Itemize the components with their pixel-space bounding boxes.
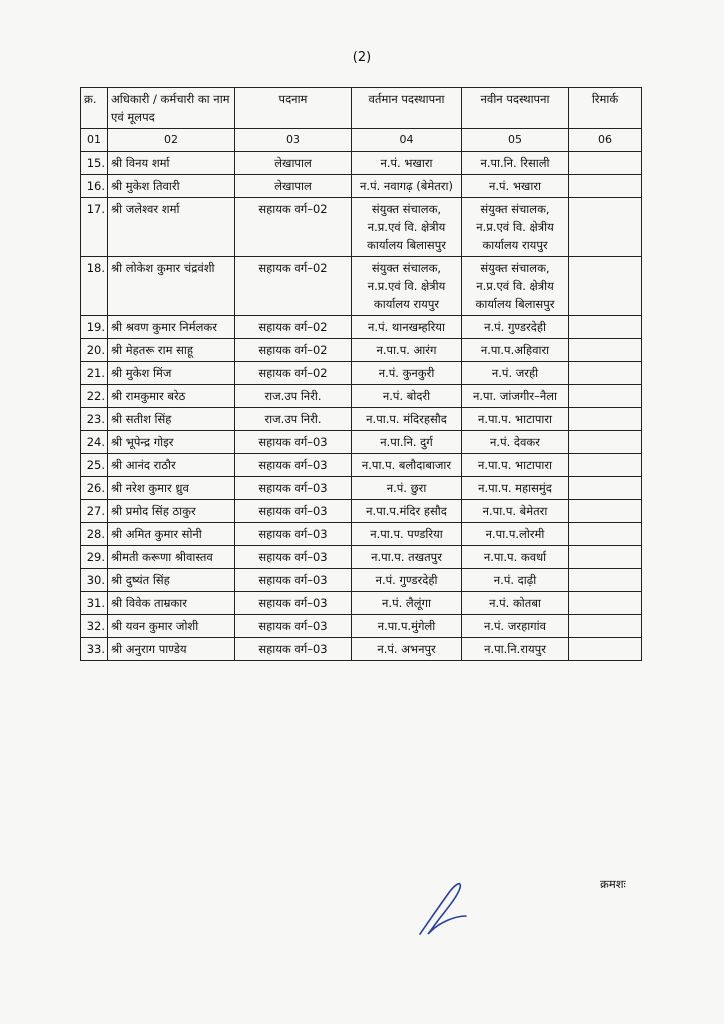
remark-cell xyxy=(569,454,642,477)
current-posting-cell: न.पा.प. बलौदाबाजार xyxy=(352,454,462,477)
table-row xyxy=(81,339,642,362)
column-number: 01 xyxy=(81,129,108,152)
new-posting-cell: न.पं. दाढ़ी xyxy=(462,569,569,592)
column-number: 02 xyxy=(108,129,235,152)
table-row xyxy=(81,638,642,661)
name-cell: श्री रामकुमार बरेठ xyxy=(108,385,235,408)
new-posting-cell: न.पं. गुण्डरदेही xyxy=(462,316,569,339)
serial-cell: 19. xyxy=(81,316,108,339)
column-number: 06 xyxy=(569,129,642,152)
new-posting-cell: न.पा.प. भाटापारा xyxy=(462,408,569,431)
current-posting-cell: न.पं. थानखम्हरिया xyxy=(352,316,462,339)
remark-cell xyxy=(569,362,642,385)
current-posting-cell: न.पा.प. आरंग xyxy=(352,339,462,362)
serial-cell: 20. xyxy=(81,339,108,362)
table-row xyxy=(81,362,642,385)
current-posting-cell: न.पा.प.मुंगेली xyxy=(352,615,462,638)
serial-cell: 33. xyxy=(81,638,108,661)
remark-cell xyxy=(569,198,642,257)
signature xyxy=(400,872,480,942)
designation-cell: लेखापाल xyxy=(235,152,352,175)
table-row xyxy=(81,385,642,408)
designation-cell: सहायक वर्ग–03 xyxy=(235,454,352,477)
current-posting-cell: न.पं. कुनकुरी xyxy=(352,362,462,385)
name-cell: श्री नरेश कुमार ध्रुव xyxy=(108,477,235,500)
name-cell: श्रीमती करूणा श्रीवास्तव xyxy=(108,546,235,569)
current-posting-cell: न.पं. अभनपुर xyxy=(352,638,462,661)
serial-cell: 31. xyxy=(81,592,108,615)
serial-cell: 18. xyxy=(81,257,108,316)
signature-stroke xyxy=(420,884,466,934)
column-number: 05 xyxy=(462,129,569,152)
serial-cell: 22. xyxy=(81,385,108,408)
column-number-row xyxy=(81,129,642,152)
designation-cell: सहायक वर्ग–02 xyxy=(235,198,352,257)
current-posting-cell: न.पा.प.मंदिर हसौद xyxy=(352,500,462,523)
current-posting-cell: न.पं. गुण्डरदेही xyxy=(352,569,462,592)
serial-cell: 21. xyxy=(81,362,108,385)
current-posting-cell: न.पं. बोदरी xyxy=(352,385,462,408)
remark-cell xyxy=(569,523,642,546)
designation-cell: सहायक वर्ग–03 xyxy=(235,477,352,500)
new-posting-cell: न.पं. जरही xyxy=(462,362,569,385)
current-posting-cell: न.पा.नि. दुर्ग xyxy=(352,431,462,454)
name-cell: श्री प्रमोद सिंह ठाकुर xyxy=(108,500,235,523)
current-posting-cell: संयुक्त संचालक, न.प्र.एवं वि. क्षेत्रीय कार्यालय बिलासपुर xyxy=(352,198,462,257)
serial-cell: 16. xyxy=(81,175,108,198)
new-posting-cell: न.पं. देवकर xyxy=(462,431,569,454)
table-row xyxy=(81,454,642,477)
new-posting-cell: न.पा.नि.रायपुर xyxy=(462,638,569,661)
new-posting-cell: न.पा.प. बेमेतरा xyxy=(462,500,569,523)
name-cell: श्री लोकेश कुमार चंद्रवंशी xyxy=(108,257,235,316)
new-posting-cell: न.पं. भखारा xyxy=(462,175,569,198)
new-posting-cell: न.पा.प.लोरमी xyxy=(462,523,569,546)
remark-cell xyxy=(569,339,642,362)
remark-cell xyxy=(569,316,642,339)
designation-cell: राज.उप निरी. xyxy=(235,385,352,408)
table-row xyxy=(81,569,642,592)
header-remark: रिमार्क xyxy=(569,88,642,129)
current-posting-cell: न.पा.प. तखतपुर xyxy=(352,546,462,569)
current-posting-cell: न.पं. छुरा xyxy=(352,477,462,500)
new-posting-cell: संयुक्त संचालक, न.प्र.एवं वि. क्षेत्रीय कार्यालय बिलासपुर xyxy=(462,257,569,316)
designation-cell: सहायक वर्ग–03 xyxy=(235,500,352,523)
name-cell: श्री विनय शर्मा xyxy=(108,152,235,175)
remark-cell xyxy=(569,500,642,523)
remark-cell xyxy=(569,175,642,198)
table-row xyxy=(81,592,642,615)
current-posting-cell: न.पा.प. मंदिरहसौद xyxy=(352,408,462,431)
remark-cell xyxy=(569,477,642,500)
current-posting-cell: न.पा.प. पण्डरिया xyxy=(352,523,462,546)
current-posting-cell: न.पं. भखारा xyxy=(352,152,462,175)
current-posting-cell: न.पं. नवागढ़ (बेमेतरा) xyxy=(352,175,462,198)
name-cell: श्री विवेक ताम्रकार xyxy=(108,592,235,615)
table-row xyxy=(81,523,642,546)
name-cell: श्री सतीश सिंह xyxy=(108,408,235,431)
table-row xyxy=(81,615,642,638)
name-cell: श्री मुकेश मिंज xyxy=(108,362,235,385)
serial-cell: 28. xyxy=(81,523,108,546)
serial-cell: 29. xyxy=(81,546,108,569)
remark-cell xyxy=(569,431,642,454)
name-cell: श्री भूपेन्द्र गोइर xyxy=(108,431,235,454)
serial-cell: 15. xyxy=(81,152,108,175)
serial-cell: 30. xyxy=(81,569,108,592)
designation-cell: सहायक वर्ग–03 xyxy=(235,546,352,569)
new-posting-cell: न.पा.नि. रिसाली xyxy=(462,152,569,175)
name-cell: श्री जलेश्वर शर्मा xyxy=(108,198,235,257)
remark-cell xyxy=(569,592,642,615)
designation-cell: सहायक वर्ग–03 xyxy=(235,569,352,592)
new-posting-cell: संयुक्त संचालक, न.प्र.एवं वि. क्षेत्रीय कार्यालय रायपुर xyxy=(462,198,569,257)
header-name: अधिकारी / कर्मचारी का नाम एवं मूलपद xyxy=(108,88,235,129)
new-posting-cell: न.पा.प. भाटापारा xyxy=(462,454,569,477)
column-number: 03 xyxy=(235,129,352,152)
name-cell: श्री आनंद राठौर xyxy=(108,454,235,477)
table-row xyxy=(81,477,642,500)
name-cell: श्री यवन कुमार जोशी xyxy=(108,615,235,638)
remark-cell xyxy=(569,408,642,431)
header-row xyxy=(81,88,642,129)
table-row xyxy=(81,257,642,316)
name-cell: श्री श्रवण कुमार निर्मलकर xyxy=(108,316,235,339)
new-posting-cell: न.पा.प. कवर्धा xyxy=(462,546,569,569)
name-cell: श्री मुकेश तिवारी xyxy=(108,175,235,198)
designation-cell: लेखापाल xyxy=(235,175,352,198)
name-cell: श्री अनुराग पाण्डेय xyxy=(108,638,235,661)
header-designation: पदनाम xyxy=(235,88,352,129)
remark-cell xyxy=(569,569,642,592)
table-row xyxy=(81,316,642,339)
header-current-posting: वर्तमान पदस्थापना xyxy=(352,88,462,129)
new-posting-cell: न.पं. जरहागांव xyxy=(462,615,569,638)
designation-cell: सहायक वर्ग–03 xyxy=(235,615,352,638)
table-row xyxy=(81,431,642,454)
table-row xyxy=(81,546,642,569)
new-posting-cell: न.पं. कोतबा xyxy=(462,592,569,615)
new-posting-cell: न.पा.प.अहिवारा xyxy=(462,339,569,362)
name-cell: श्री दुष्यंत सिंह xyxy=(108,569,235,592)
page-number: (2) xyxy=(352,50,372,65)
continued-label: क्रमशः xyxy=(600,877,626,891)
designation-cell: राज.उप निरी. xyxy=(235,408,352,431)
remark-cell xyxy=(569,385,642,408)
new-posting-cell: न.पा.प. महासमुंद xyxy=(462,477,569,500)
designation-cell: सहायक वर्ग–03 xyxy=(235,431,352,454)
designation-cell: सहायक वर्ग–03 xyxy=(235,638,352,661)
remark-cell xyxy=(569,638,642,661)
designation-cell: सहायक वर्ग–02 xyxy=(235,316,352,339)
designation-cell: सहायक वर्ग–02 xyxy=(235,362,352,385)
remark-cell xyxy=(569,546,642,569)
remark-cell xyxy=(569,615,642,638)
header-serial: क्र. xyxy=(81,88,108,129)
column-number: 04 xyxy=(352,129,462,152)
designation-cell: सहायक वर्ग–02 xyxy=(235,257,352,316)
remark-cell xyxy=(569,152,642,175)
table-body xyxy=(81,152,642,661)
name-cell: श्री अमित कुमार सोनी xyxy=(108,523,235,546)
table-row xyxy=(81,500,642,523)
serial-cell: 23. xyxy=(81,408,108,431)
serial-cell: 17. xyxy=(81,198,108,257)
designation-cell: सहायक वर्ग–03 xyxy=(235,592,352,615)
designation-cell: सहायक वर्ग–03 xyxy=(235,523,352,546)
serial-cell: 32. xyxy=(81,615,108,638)
table-row xyxy=(81,198,642,257)
remark-cell xyxy=(569,257,642,316)
serial-cell: 27. xyxy=(81,500,108,523)
table-row xyxy=(81,408,642,431)
current-posting-cell: संयुक्त संचालक, न.प्र.एवं वि. क्षेत्रीय कार्यालय रायपुर xyxy=(352,257,462,316)
table-row xyxy=(81,152,642,175)
header-new-posting: नवीन पदस्थापना xyxy=(462,88,569,129)
new-posting-cell: न.पा. जांजगीर–नैला xyxy=(462,385,569,408)
table-row xyxy=(81,175,642,198)
serial-cell: 24. xyxy=(81,431,108,454)
transfer-table xyxy=(80,87,642,661)
designation-cell: सहायक वर्ग–02 xyxy=(235,339,352,362)
name-cell: श्री मेहतरू राम साहू xyxy=(108,339,235,362)
serial-cell: 26. xyxy=(81,477,108,500)
current-posting-cell: न.पं. लैलूंगा xyxy=(352,592,462,615)
serial-cell: 25. xyxy=(81,454,108,477)
